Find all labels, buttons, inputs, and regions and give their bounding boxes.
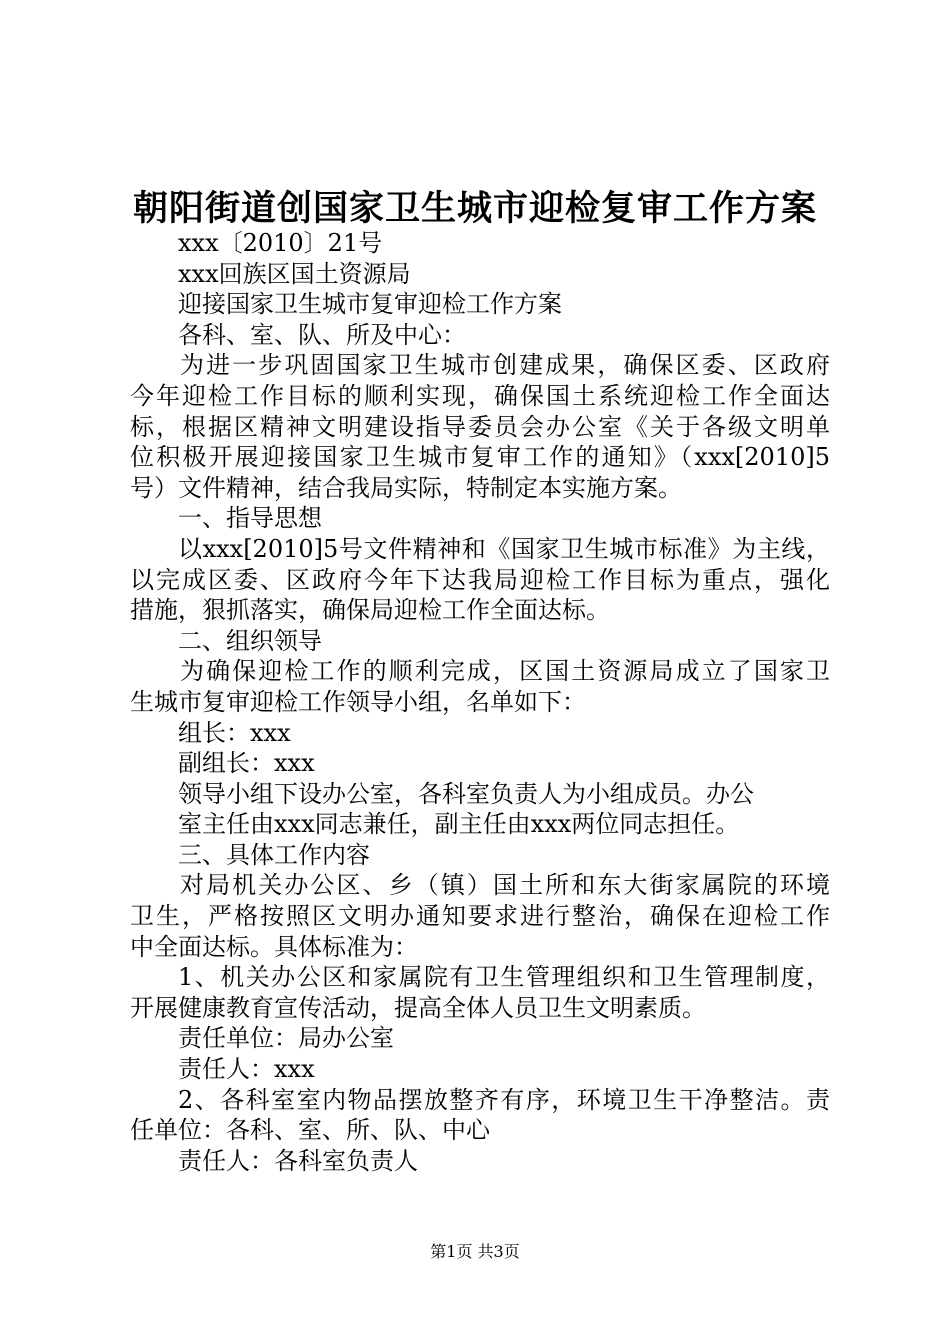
document-title: 朝阳街道创国家卫生城市迎检复审工作方案: [132, 188, 817, 229]
paragraph-line: 领导小组下设办公室，各科室负责人为小组成员。办公: [178, 779, 754, 808]
paragraph-line: 位积极开展迎接国家卫生城市复审工作的通知》（xxx[2010]5: [130, 443, 830, 472]
salutation: 各科、室、队、所及中心：: [178, 320, 466, 349]
paragraph-line: 中全面达标。具体标准为：: [130, 932, 418, 961]
paragraph-line: 卫生，严格按照区文明办通知要求进行整治，确保在迎检工作: [130, 902, 830, 931]
paragraph-line: 以xxx[2010]5号文件精神和《国家卫生城市标准》为主线，: [178, 534, 830, 563]
paragraph-line: 对局机关办公区、乡（镇）国土所和东大街家属院的环境: [180, 871, 830, 900]
issuing-agency: xxx回族区国土资源局: [178, 259, 411, 288]
paragraph-line: 为进一步巩固国家卫生城市创建成果，确保区委、区政府: [180, 351, 830, 380]
page-number: 第1页 共3页: [430, 1242, 520, 1261]
deputy-leader-line: 副组长：xxx: [178, 749, 315, 778]
paragraph-line: 生城市复审迎检工作领导小组，名单如下：: [130, 687, 586, 716]
leader-line: 组长：xxx: [178, 718, 291, 747]
document-number: xxx〔2010〕21号: [178, 229, 383, 257]
document-body: [130, 228, 830, 1176]
responsible-person-line: 责任人：各科室负责人: [178, 1146, 418, 1175]
paragraph-line: 号）文件精神，结合我局实际，特制定本实施方案。: [130, 473, 682, 502]
responsible-person-line: 责任人：xxx: [178, 1055, 315, 1084]
section-heading: 二、组织领导: [178, 626, 322, 655]
paragraph-line: 措施，狠抓落实，确保局迎检工作全面达标。: [130, 596, 610, 625]
paragraph-line: 今年迎检工作目标的顺利实现，确保国土系统迎检工作全面达: [130, 381, 830, 410]
paragraph-line: 为确保迎检工作的顺利完成，区国土资源局成立了国家卫: [180, 657, 830, 686]
responsible-unit-line: 责任单位：局办公室: [178, 1024, 394, 1053]
paragraph-line: 标，根据区精神文明建设指导委员会办公室《关于各级文明单: [130, 412, 830, 441]
paragraph-line: 1、机关办公区和家属院有卫生管理组织和卫生管理制度，: [178, 963, 830, 992]
section-heading: 一、指导思想: [178, 504, 322, 533]
plan-subtitle: 迎接国家卫生城市复审迎检工作方案: [178, 290, 562, 319]
paragraph-line: 2、各科室室内物品摆放整齐有序，环境卫生干净整洁。责: [178, 1085, 830, 1114]
paragraph-line: 以完成区委、区政府今年下达我局迎检工作目标为重点，强化: [130, 565, 830, 594]
section-heading: 三、具体工作内容: [178, 840, 370, 869]
paragraph-line: 开展健康教育宣传活动，提高全体人员卫生文明素质。: [130, 993, 706, 1022]
paragraph-line: 室主任由xxx同志兼任，副主任由xxx两位同志担任。: [178, 810, 740, 839]
paragraph-line: 任单位：各科、室、所、队、中心: [130, 1116, 490, 1145]
